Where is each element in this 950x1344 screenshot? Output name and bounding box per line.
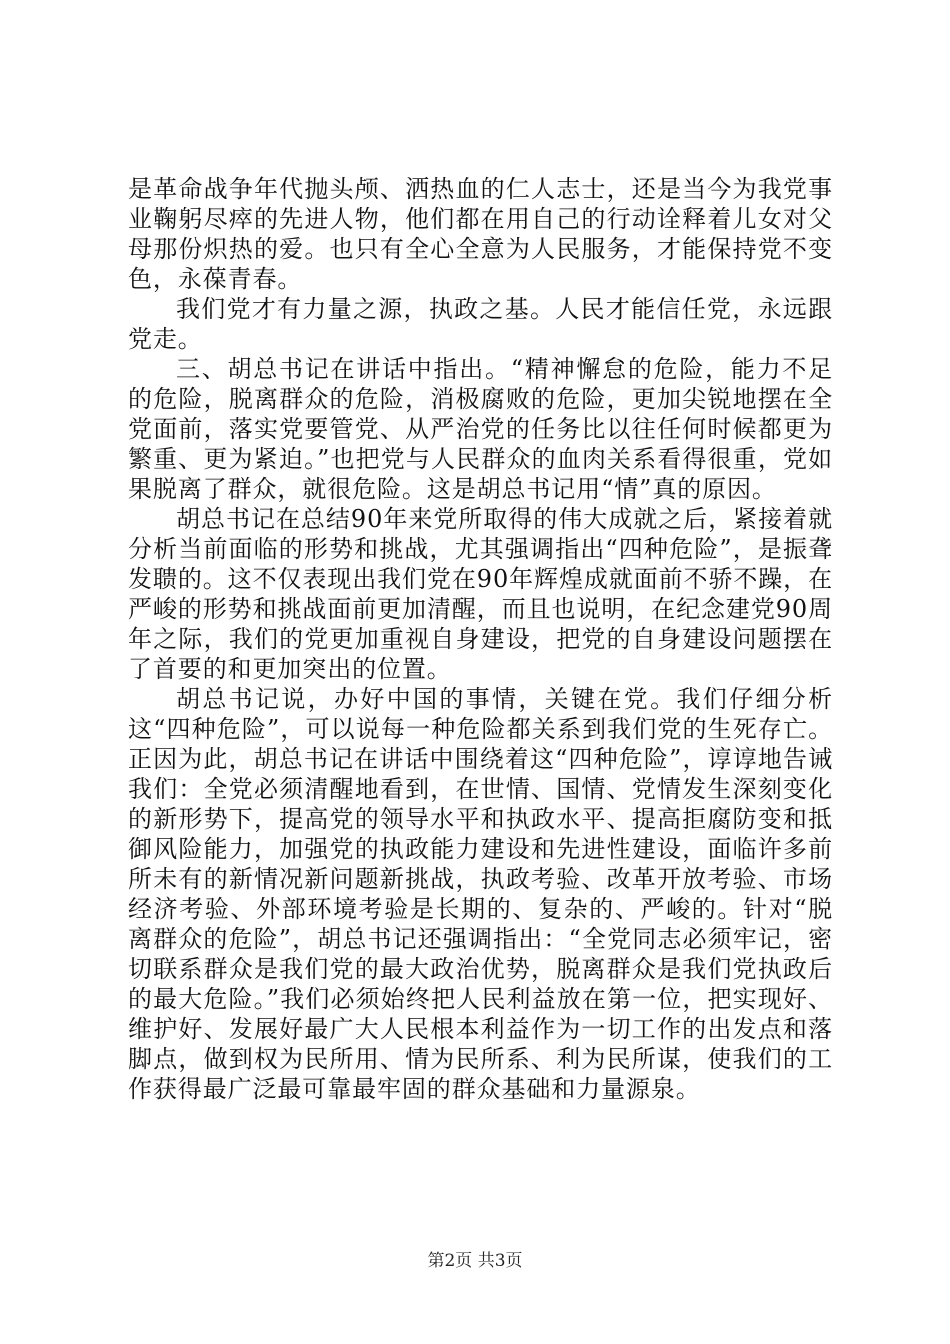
paragraph: 胡总书记在总结90年来党所取得的伟大成就之后，紧接着就分析当前面临的形势和挑战，尤其强调指出“四种危险”，是振聋发聩的。这不仅表现出我们党在90年辉煌成就面前不骄不躁，在严峻的形势和挑战面前更加清醒，而且也说明，在纪念建党90周年之际，我们的党更加重视自身建设，把党的自身建设问题摆在了首要的和更加突出的位置。 [128,505,833,683]
paragraph-continuation: 是革命战争年代抛头颅、洒热血的仁人志士，还是当今为我党事业鞠躬尽瘁的先进人物，他们都在用自己的行动诠释着儿女对父母那份炽热的爱。也只有全心全意为人民服务，才能保持党不变色，永葆青春。 [128,175,833,293]
document-body [128,174,833,1104]
page-number-footer: 第2页 共3页 [427,1251,523,1271]
paragraph: 我们党才有力量之源，执政之基。人民才能信任党，永远跟党走。 [128,295,833,353]
paragraph: 胡总书记说，办好中国的事情，关键在党。我们仔细分析这“四种危险”，可以说每一种危险都关系到我们党的生死存亡。正因为此，胡总书记在讲话中围绕着这“四种危险”，谆谆地告诫我们：全党必须清醒地看到，在世情、国情、党情发生深刻变化的新形势下，提高党的领导水平和执政水平、提高拒腐防变和抵御风险能力，加强党的执政能力建设和先进性建设，面临许多前所未有的新情况新问题新挑战，执政考验、改革开放考验、市场经济考验、外部环境考验是长期的、复杂的、严峻的。针对“脱离群众的危险”，胡总书记还强调指出：“全党同志必须牢记，密切联系群众是我们党的最大政治优势，脱离群众是我们党执政后的最大危险。”我们必须始终把人民利益放在第一位，把实现好、维护好、发展好最广大人民根本利益作为一切工作的出发点和落脚点，做到权为民所用、情为民所系、利为民所谋，使我们的工作获得最广泛最可靠最牢固的群众基础和力量源泉。 [128,685,833,1103]
paragraph: 三、胡总书记在讲话中指出。“精神懈怠的危险，能力不足的危险，脱离群众的危险，消极腐败的危险，更加尖锐地摆在全党面前，落实党要管党、从严治党的任务比以往任何时候都更为繁重、更为紧迫。”也把党与人民群众的血肉关系看得很重，党如果脱离了群众，就很危险。这是胡总书记用“情”真的原因。 [128,355,833,503]
